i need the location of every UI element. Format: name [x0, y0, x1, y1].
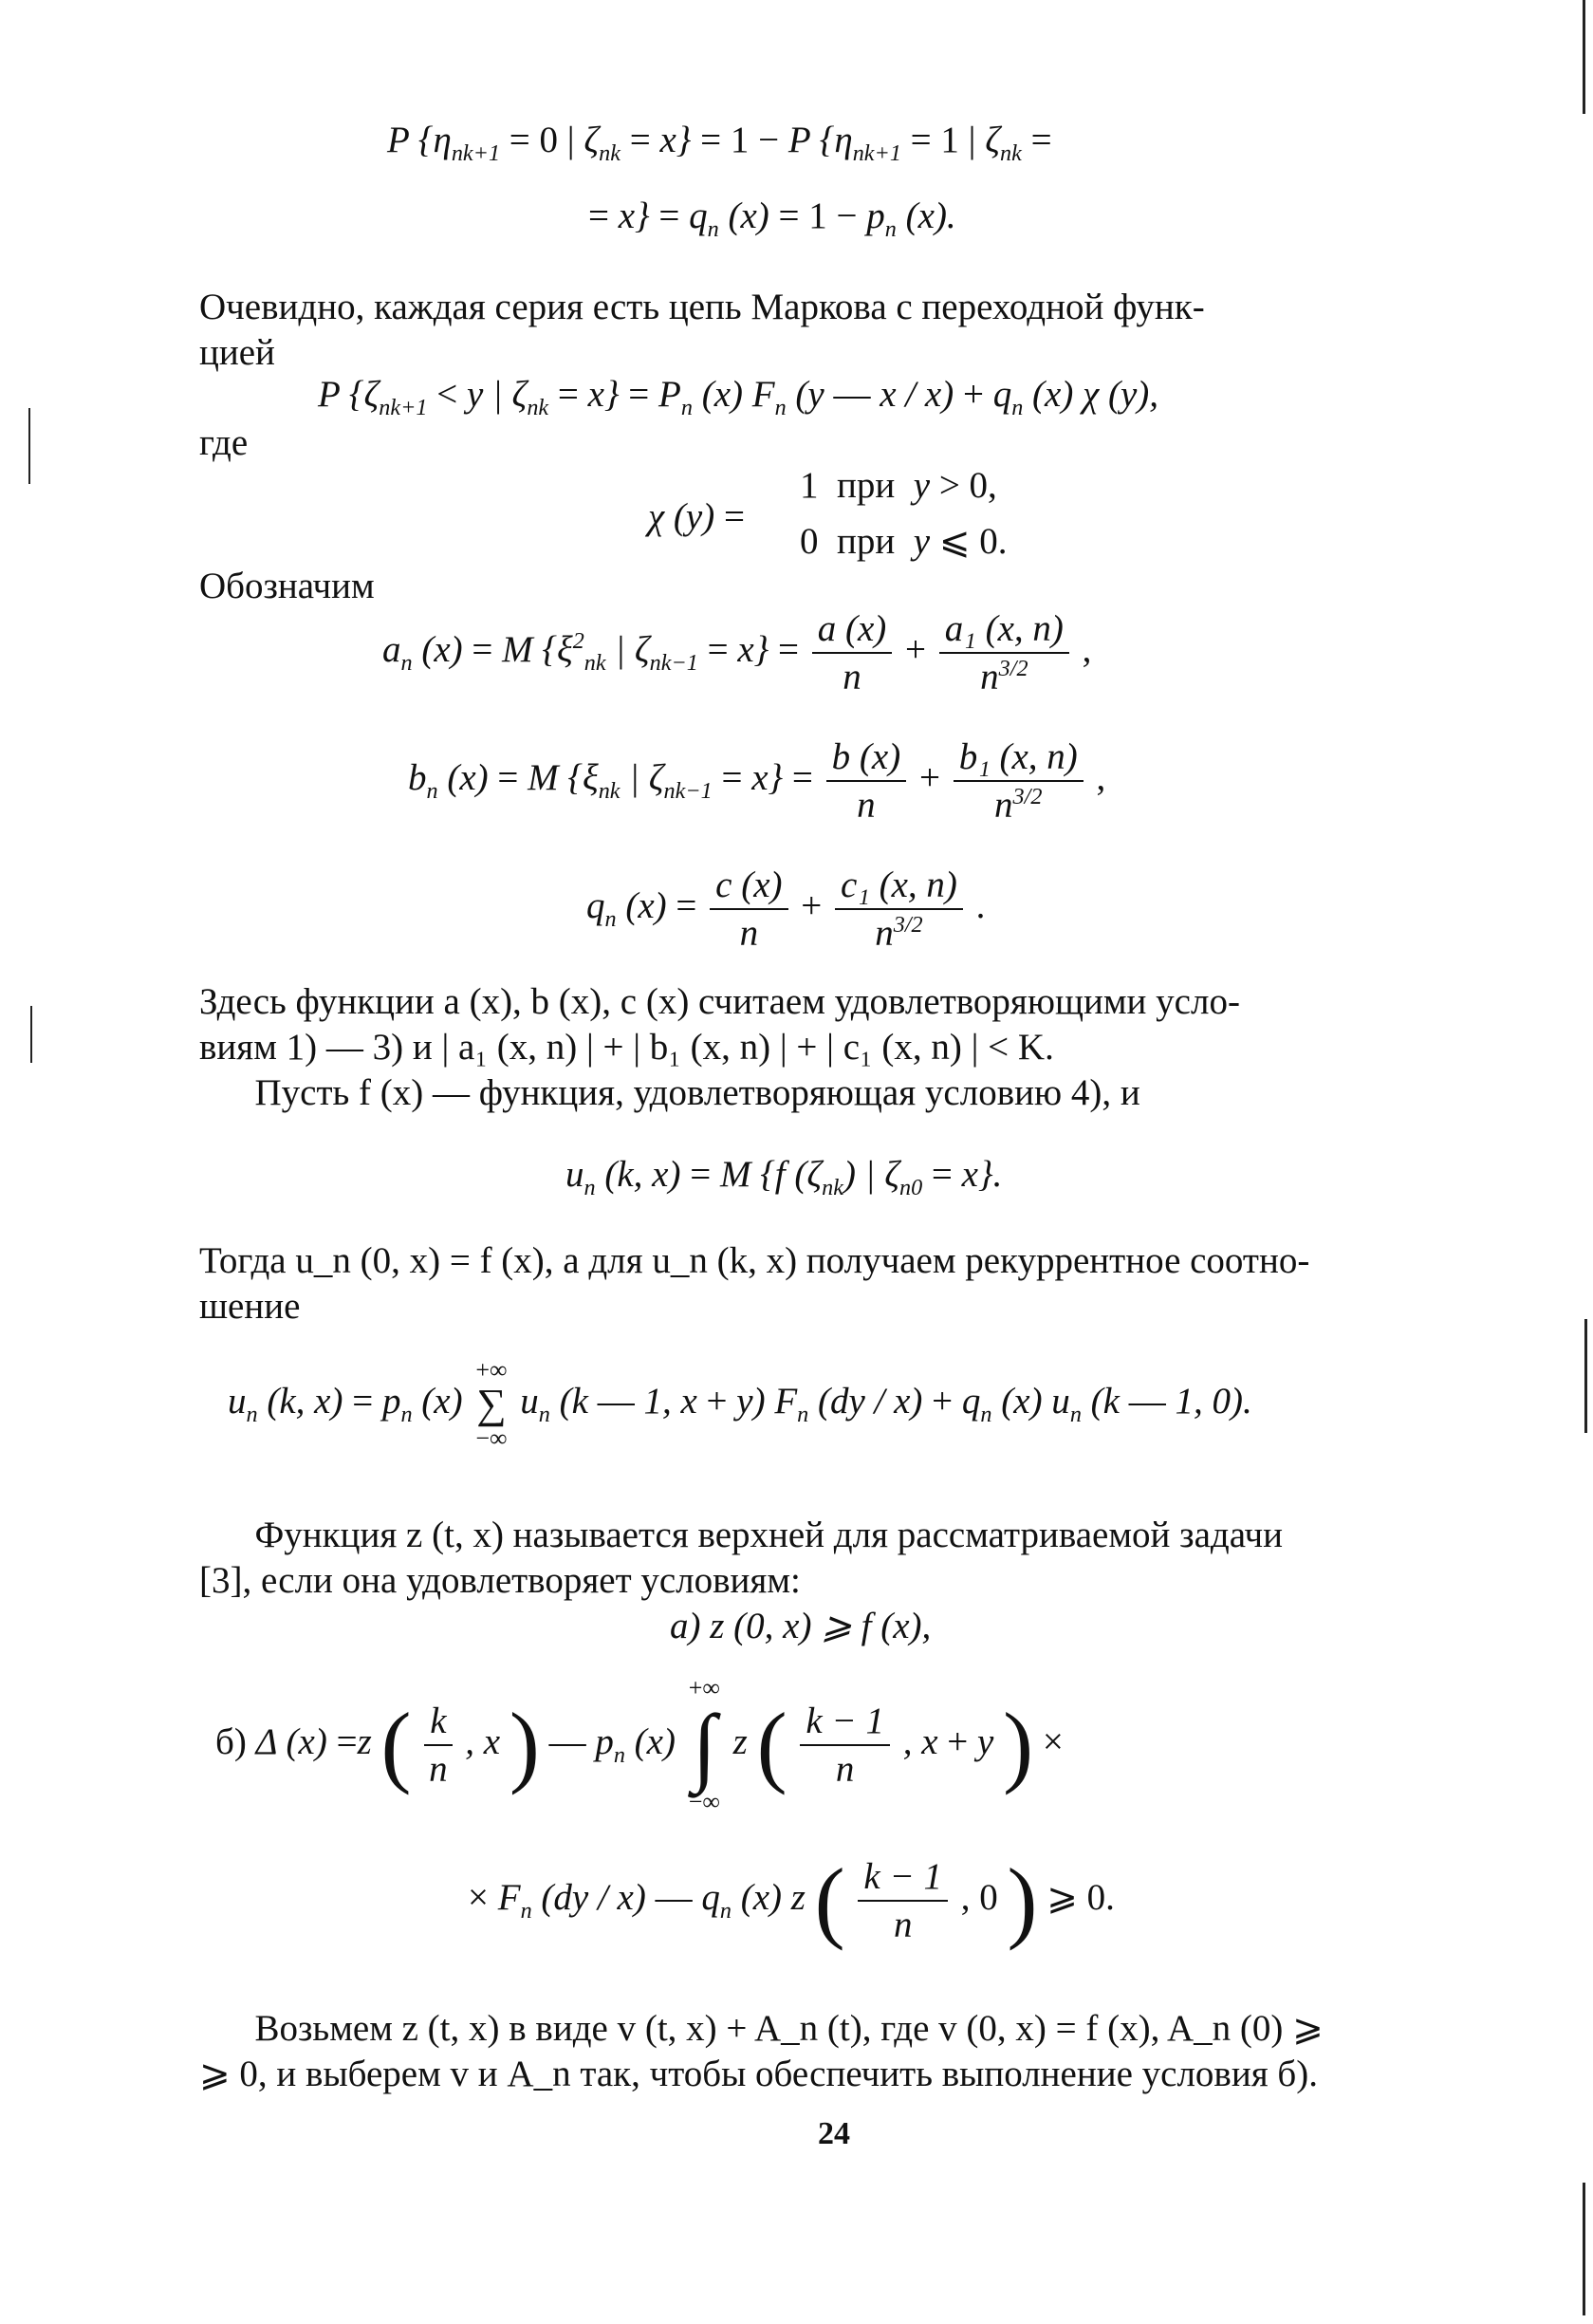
equation-eta-probability-line-2: = $x\} = q_n$ $(x) = 1 - p_n$ (x). — [588, 195, 956, 242]
fraction-c1-over-n32: $\frac{\text{c₁ (x, n)}}{n^{3/2}}$ — [835, 864, 963, 955]
fraction-a1-over-n32: $\frac{\text{a₁ (x, n)}}{n^{3/2}}$ — [939, 607, 1069, 698]
equation-a-n: $a_n$ (x) = M {$\xi^2_{nk}$ | $\zeta_{nk-1} = x$} = $\frac{a (x)}{n}$ + $\frac{\text{a₁ (x, n)}}{n^{3/2}}$ , — [382, 608, 1092, 697]
paragraph-take-line-1: Возьмем z (t, x) в виде v (t, x) + A_n (t), где v (0, x) = f (x), A_n (0) ⩾ — [254, 2008, 1324, 2049]
paragraph-conditions-line-2: виям 1) — 3) и | a₁ (x, n) | + | b₁ (x, n) | + | c₁ (x, n) | < K. — [199, 1027, 1054, 1068]
condition-b-line-1: б) Δ (x) =z ( $\frac{k}{n}$ , x ) — $p_n$ (x) +∞ ∫ −∞ z ( $\frac{k - 1}{n}$ , x + y ) × — [215, 1674, 1064, 1815]
sum-operator: +∞ ∑ −∞ — [475, 1356, 508, 1452]
equation-u-definition: $u_n$ (k, x) = M {f $(\zeta_{nk})$ | $\zeta_{n0} = x$}. — [565, 1154, 1003, 1200]
fraction-a-over-n: $\frac{a (x)}{n}$ — [812, 607, 893, 698]
page-number: 24 — [818, 2116, 850, 2151]
chi-case-2: 0 при y ⩽ 0. — [800, 521, 1008, 562]
fraction-k-over-n: $\frac{k}{n}$ — [424, 1700, 452, 1791]
equation-eta-probability-line-1: P {$\eta_{nk+1} = 0$ | $\zeta_{nk} = x\} = 1 - P$ {$\eta_{nk+1} = 1$ | $\zeta_{nk}$ = — [387, 120, 1052, 166]
fraction-k-minus-1-over-n-2: $\frac{k - 1}{n}$ — [858, 1855, 948, 1946]
paragraph-take-line-2: ⩾ 0, и выберем v и A_n так, чтобы обеспечить выполнение условия б). — [199, 2054, 1318, 2094]
condition-b-line-2: × $F_n$ (dy / x) — $q_n$ (x) z ( $\frac{k - 1}{n}$ , 0 ) ⩾ 0. — [468, 1850, 1115, 1951]
paragraph-upper-function — [199, 1513, 1471, 1604]
integral-operator: +∞ ∫ −∞ — [688, 1674, 720, 1815]
equation-recurrence: $u_n$ (k, $x) = p_n$ (x) +∞ ∑ −∞ $u_n$ (k — 1, x + y) $F_n$ $(dy / x) + q_n$ (x) $u_n$ (k — 1, 0). — [228, 1356, 1252, 1452]
scan-edge-line-right — [1583, 0, 1585, 114]
paragraph-let: Пусть f (x) — функция, удовлетворяющая условию 4), и — [254, 1072, 1140, 1113]
paragraph-markov-line-1: Очевидно, каждая серия есть цепь Маркова с переходной функ- — [199, 287, 1205, 327]
paragraph-then — [199, 1238, 1471, 1329]
paragraph-markov — [199, 285, 1471, 376]
equation-q-n: $q_n$ (x) = $\frac{c (x)}{n}$ + $\frac{\text{c₁ (x, n)}}{n^{3/2}}$ . — [586, 865, 986, 954]
scan-edge-line-left — [28, 408, 30, 484]
chi-case-1: 1 при y > 0, — [800, 465, 997, 506]
fraction-k-minus-1-over-n: $\frac{k - 1}{n}$ — [800, 1700, 890, 1791]
paragraph-then-line-2: шение — [199, 1286, 301, 1327]
fraction-b1-over-n32: $\frac{\text{b₁ (x, n)}}{n^{3/2}}$ — [954, 735, 1084, 827]
paragraph-upper-function-line-2: [3], если она удовлетворяет условиям: — [199, 1560, 801, 1601]
scan-edge-line-left-2 — [30, 1006, 32, 1063]
where-word: где — [199, 422, 249, 463]
paragraph-then-line-1: Тогда u_n (0, x) = f (x), а для u_n (k, x) получаем рекуррентное соотно- — [199, 1240, 1310, 1281]
paragraph-upper-function-line-1: Функция z (t, x) называется верхней для рассматриваемой задачи — [254, 1515, 1283, 1555]
chi-lhs: χ (y) = — [648, 496, 745, 537]
paragraph-conditions — [199, 979, 1471, 1116]
equation-transition-function: P {$\zeta_{nk+1} < y$ | $\zeta_{nk} = x\} = P_n$ (x) $F_n$ (y — $x / x) + q_n$ (x) χ (y), — [318, 374, 1159, 420]
condition-a: а) z (0, x) ⩾ f (x), — [670, 1606, 932, 1646]
scan-edge-line-right-2 — [1584, 1319, 1587, 1433]
scan-edge-line-right-3 — [1583, 2183, 1585, 2315]
denote-word: Обозначим — [199, 566, 375, 606]
equation-b-n: $b_n$ (x) = M {$\xi_{nk}$ | $\zeta_{nk-1} = x$} = $\frac{b (x)}{n}$ + $\frac{\text{b₁ (x, n)}}{n^{3/2}}$ , — [408, 736, 1106, 826]
paragraph-markov-line-2: цией — [199, 332, 275, 373]
fraction-c-over-n: $\frac{c (x)}{n}$ — [710, 864, 787, 955]
paragraph-conditions-line-1: Здесь функции a (x), b (x), c (x) считаем удовлетворяющими усло- — [199, 981, 1240, 1022]
paragraph-take — [199, 2006, 1471, 2097]
fraction-b-over-n: $\frac{b (x)}{n}$ — [826, 735, 907, 827]
